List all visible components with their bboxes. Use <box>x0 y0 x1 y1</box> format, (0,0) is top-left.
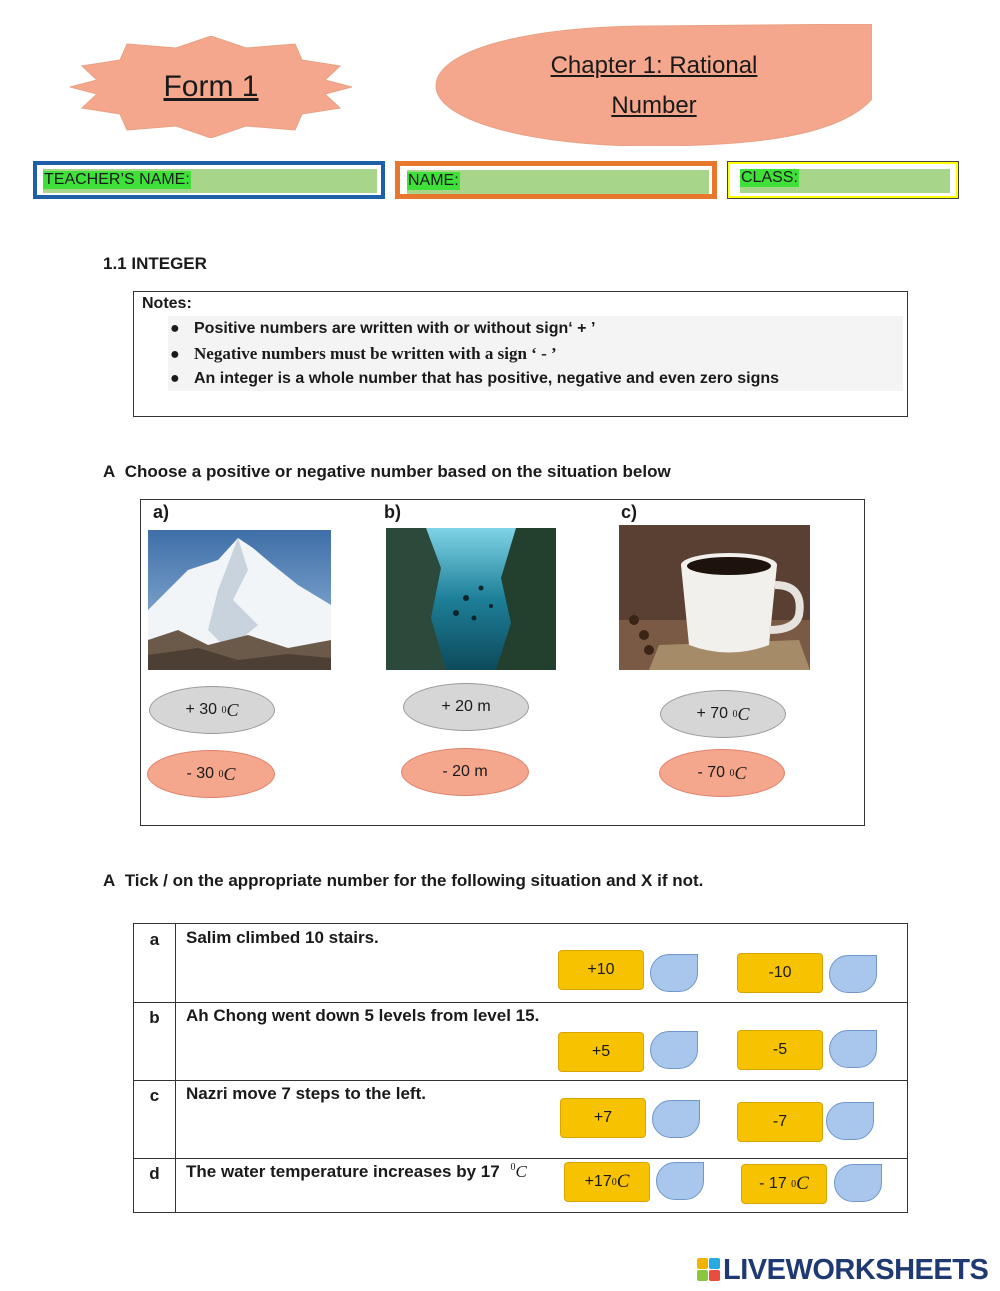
positive-option-c[interactable] <box>660 690 786 738</box>
option-value: - 17 <box>759 1175 787 1192</box>
liveworksheets-logo[interactable] <box>697 1255 988 1285</box>
table-row <box>134 1002 907 1081</box>
answer-box[interactable] <box>829 955 877 993</box>
snowy-mountain-image <box>148 530 331 670</box>
note-text: An integer is a whole number that has positive, negative and even zero signs <box>194 370 780 387</box>
logo-text: LIVEWORKSHEETS <box>723 1253 989 1286</box>
option-button[interactable] <box>741 1164 827 1204</box>
degree-sup: 0 <box>221 704 227 716</box>
section-letter: A <box>103 462 116 481</box>
answer-box[interactable] <box>834 1164 882 1202</box>
positive-option-b[interactable] <box>403 683 529 731</box>
row-text-main: The water temperature increases by 17 <box>186 1162 500 1181</box>
bullet-icon: ● <box>170 346 180 363</box>
unit-label: C <box>796 1173 809 1194</box>
notes-box <box>133 291 908 417</box>
item-label: a) <box>153 502 170 522</box>
unit-label: C <box>226 699 239 720</box>
note-text: Negative numbers must be written with a sign ‘ - ’ <box>194 344 557 363</box>
logo-blocks-icon <box>697 1258 721 1282</box>
answer-box[interactable] <box>650 954 698 992</box>
item-label: c) <box>621 502 638 522</box>
option-value: - 20 m <box>442 763 488 780</box>
note-item <box>170 320 595 338</box>
negative-option-a[interactable] <box>147 750 275 798</box>
student-name-box <box>395 161 717 199</box>
option-button[interactable]: -10 <box>737 953 823 993</box>
chapter-title-line1: Chapter 1: Rational <box>550 52 758 79</box>
class-label: CLASS: <box>741 169 798 186</box>
chapter-title <box>504 46 804 126</box>
row-label: a <box>134 924 176 1002</box>
negative-option-b[interactable] <box>401 748 529 796</box>
option-value: + 70 <box>696 705 729 722</box>
degree-sup: 0 <box>732 708 738 720</box>
note-item <box>170 370 779 388</box>
form-title: Form 1 <box>163 70 259 103</box>
row-text: Nazri move 7 steps to the left. <box>186 1084 426 1103</box>
answer-box[interactable] <box>826 1102 874 1140</box>
answer-box[interactable] <box>652 1100 700 1138</box>
chapter-badge <box>434 24 872 146</box>
situation-box <box>140 499 865 826</box>
row-label: b <box>134 1002 176 1080</box>
answer-box[interactable] <box>656 1162 704 1200</box>
option-button[interactable]: +7 <box>560 1098 646 1138</box>
notes-title: Notes: <box>142 295 192 312</box>
section-letter: A <box>103 871 116 890</box>
row-text: Salim climbed 10 stairs. <box>186 928 379 947</box>
section-choose-heading <box>103 462 671 482</box>
item-label: b) <box>384 502 401 522</box>
option-value: - 30 <box>186 765 215 782</box>
degree-sup: 0 <box>218 768 224 780</box>
unit-label: C <box>734 762 747 783</box>
form-badge <box>70 36 352 138</box>
option-button[interactable]: -5 <box>737 1030 823 1070</box>
option-button[interactable]: +10 <box>558 950 644 990</box>
chapter-title-line2: Number <box>611 92 697 119</box>
answer-box[interactable] <box>829 1030 877 1068</box>
section-tick-heading <box>103 871 703 891</box>
unit-label: C <box>616 1171 630 1192</box>
class-box <box>727 161 959 199</box>
section-heading-integer: 1.1 INTEGER <box>103 254 207 273</box>
degree-sup: 0 <box>510 1162 516 1174</box>
option-value: +17 <box>584 1173 612 1190</box>
hot-coffee-image <box>619 525 810 670</box>
negative-option-c[interactable] <box>659 749 785 797</box>
option-button[interactable]: +5 <box>558 1032 644 1072</box>
unit-label: C <box>737 703 750 724</box>
teacher-name-box <box>33 161 385 199</box>
degree-sup: 0 <box>791 1178 797 1190</box>
option-value: + 30 <box>185 701 218 718</box>
tick-table <box>133 923 908 1213</box>
section-instruction: Tick / on the appropriate number for the following situation and X if not. <box>124 871 704 890</box>
option-value: + 20 m <box>441 698 491 715</box>
table-row <box>134 1158 907 1212</box>
row-label: c <box>134 1080 176 1158</box>
note-item <box>170 344 557 364</box>
row-text: Ah Chong went down 5 levels from level 15. <box>186 1006 540 1025</box>
student-name-label: NAME: <box>408 172 459 189</box>
positive-option-a[interactable] <box>149 686 275 734</box>
degree-sup: 0 <box>729 767 735 779</box>
unit-label: C <box>223 763 236 784</box>
section-instruction: Choose a positive or negative number based on the situation below <box>124 462 671 481</box>
row-text <box>186 1162 527 1182</box>
answer-box[interactable] <box>650 1031 698 1069</box>
row-label: d <box>134 1158 176 1212</box>
bullet-icon: ● <box>170 320 180 337</box>
option-button[interactable]: -7 <box>737 1102 823 1142</box>
unit-label: C <box>515 1162 527 1181</box>
option-value: - 70 <box>697 764 726 781</box>
table-row <box>134 924 907 1003</box>
option-button[interactable] <box>564 1162 650 1202</box>
degree-sup: 0 <box>611 1176 617 1188</box>
bullet-icon: ● <box>170 370 180 387</box>
note-text: Positive numbers are written with or without sign‘ + ’ <box>194 320 596 337</box>
teacher-name-label: TEACHER’S NAME: <box>44 171 190 188</box>
underwater-image <box>386 528 556 670</box>
table-row <box>134 1080 907 1159</box>
